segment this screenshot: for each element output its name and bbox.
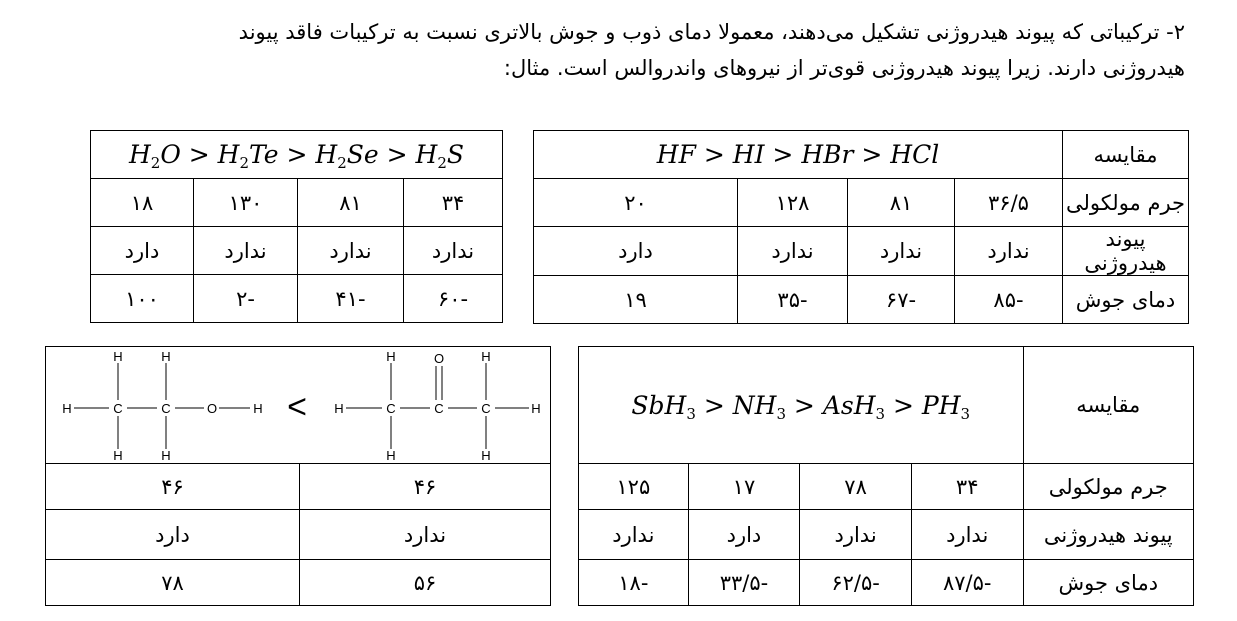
cell-mass: ۱۳۰ — [194, 179, 298, 227]
table-group15-hydrides — [578, 346, 1194, 606]
atom-label: H — [113, 447, 123, 463]
cell-boil: -۶۲/۵ — [800, 560, 912, 606]
structures-diagram — [47, 348, 550, 463]
formula-hydrogen-halides: HF > HI > HBr > HCl — [656, 140, 940, 169]
cell-boil: ۷۸ — [46, 560, 300, 606]
cell-boil: -۸۷/۵ — [911, 560, 1023, 606]
cell-hbond: دارد — [91, 227, 194, 275]
formula-cell — [534, 131, 1063, 179]
cell-hbond: ندارد — [955, 227, 1063, 276]
label-molar-mass: جرم مولکولی — [1023, 464, 1193, 510]
label-boiling: دمای جوش — [1063, 276, 1189, 324]
table-group16-hydrides — [90, 130, 503, 323]
intro-line-1: ۲- ترکیباتی که پیوند هیدروژنی تشکیل می‌دهند، معمولا دمای ذوب و جوش بالاتری نسبت به ترکیبات فاقد پیوند — [238, 20, 1185, 44]
cell-mass: ۸۱ — [848, 179, 955, 227]
atom-label: H — [62, 400, 72, 416]
cell-boil: -۶۷ — [848, 276, 955, 324]
cell-hbond: ندارد — [579, 510, 689, 560]
cell-boil: -۴۱ — [298, 275, 404, 323]
cell-hbond: دارد — [46, 510, 300, 560]
cell-mass: ۳۴ — [911, 464, 1023, 510]
formula-group16-hydrides: $H_2O > H_2Te > H_2Se > H_2S$ — [128, 140, 465, 172]
atom-label: H — [113, 348, 123, 364]
atom-label: C — [434, 400, 444, 416]
cell-mass: ۲۰ — [534, 179, 738, 227]
label-compare: مقایسه — [1063, 131, 1189, 179]
cell-mass: ۳۶/۵ — [955, 179, 1063, 227]
cell-boil: ۱۰۰ — [91, 275, 194, 323]
formula-cell — [579, 347, 1024, 464]
atom-label: H — [386, 348, 396, 364]
atom-label: H — [531, 400, 541, 416]
cell-hbond: ندارد — [911, 510, 1023, 560]
cell-hbond: ندارد — [298, 227, 404, 275]
cell-boil: -۳۵ — [738, 276, 848, 324]
atom-label: C — [481, 400, 491, 416]
cell-hbond: دارد — [688, 510, 800, 560]
atom-label: H — [386, 447, 396, 463]
cell-boil: ۵۶ — [300, 560, 551, 606]
cell-boil: -۸۵ — [955, 276, 1063, 324]
cell-mass: ۱۷ — [688, 464, 800, 510]
formula-cell — [91, 131, 503, 179]
label-hbond: پیوند هیدروژنی — [1063, 227, 1189, 276]
atom-label: C — [161, 400, 171, 416]
greater-than-sign: > — [287, 387, 307, 426]
atom-label: O — [206, 400, 218, 416]
structures-cell — [46, 347, 551, 464]
table-ethanol-acetaldehyde — [45, 346, 551, 606]
label-boiling: دمای جوش — [1023, 560, 1193, 606]
cell-mass: ۸۱ — [298, 179, 404, 227]
cell-hbond: ندارد — [404, 227, 503, 275]
cell-mass: ۳۴ — [404, 179, 503, 227]
atom-label: C — [113, 400, 123, 416]
cell-boil: -۱۸ — [579, 560, 689, 606]
cell-boil: -۳۳/۵ — [688, 560, 800, 606]
label-molar-mass: جرم مولکولی — [1063, 179, 1189, 227]
cell-hbond: ندارد — [194, 227, 298, 275]
cell-mass: ۷۸ — [800, 464, 912, 510]
cell-mass: ۴۶ — [300, 464, 551, 510]
formula-group15-hydrides: $SbH_3 > NH_3 > AsH_3 > PH_3$ — [631, 390, 971, 423]
label-hbond: پیوند هیدروژنی — [1023, 510, 1193, 560]
cell-mass: ۱۸ — [91, 179, 194, 227]
cell-mass: ۴۶ — [46, 464, 300, 510]
cell-hbond: ندارد — [300, 510, 551, 560]
atom-label: H — [481, 447, 491, 463]
atom-label: C — [386, 400, 396, 416]
atom-label: H — [253, 400, 263, 416]
cell-hbond: ندارد — [800, 510, 912, 560]
cell-boil: ۱۹ — [534, 276, 738, 324]
atom-label: H — [161, 348, 171, 364]
atom-label: O — [433, 350, 445, 366]
cell-mass: ۱۲۸ — [738, 179, 848, 227]
intro-paragraph — [40, 14, 1185, 86]
table-hydrogen-halides — [533, 130, 1189, 324]
cell-hbond: ندارد — [738, 227, 848, 276]
label-compare: مقایسه — [1023, 347, 1193, 464]
intro-line-2: هیدروژنی دارند. زیرا پیوند هیدروژنی قوی‌تر از نیروهای واندروالس است. مثال: — [503, 56, 1185, 80]
cell-boil: -۶۰ — [404, 275, 503, 323]
cell-boil: -۲ — [194, 275, 298, 323]
cell-hbond: ندارد — [848, 227, 955, 276]
atom-label: H — [334, 400, 344, 416]
atom-label: H — [481, 348, 491, 364]
atom-label: H — [161, 447, 171, 463]
cell-mass: ۱۲۵ — [579, 464, 689, 510]
cell-hbond: دارد — [534, 227, 738, 276]
